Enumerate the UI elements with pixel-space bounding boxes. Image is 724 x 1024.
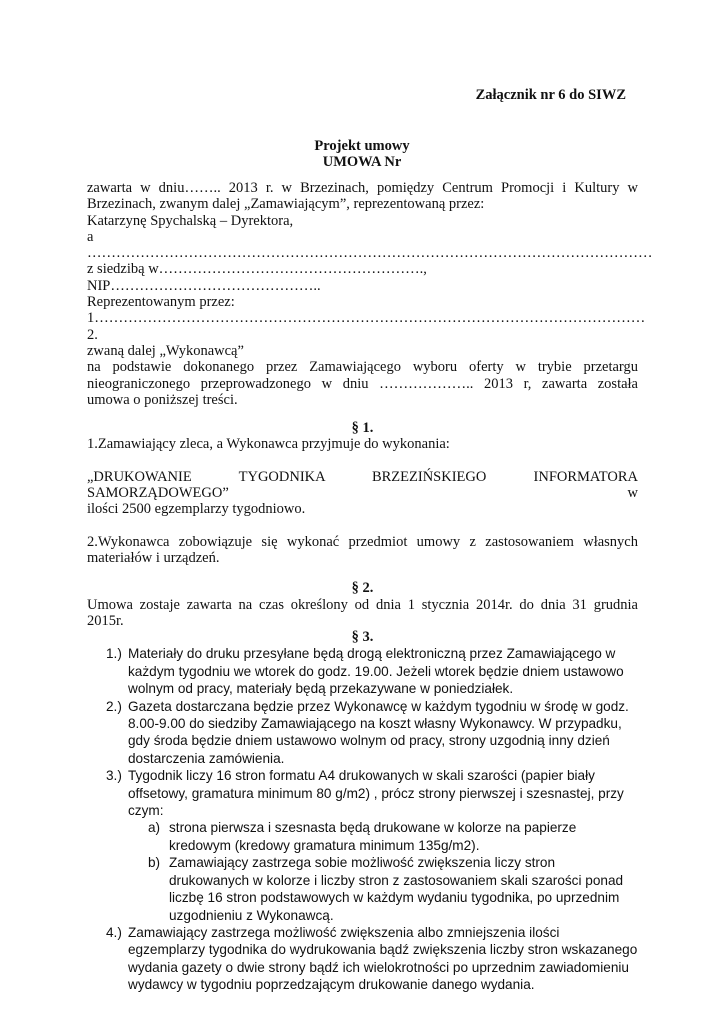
list-item: 2.) Gazeta dostarczana będzie przez Wykonawcę w każdym tygodniu w środę w godz. 8.00-9.00 do siedziby Zamawiającego na koszt własny Wykonawcy. W przypadku, gdy środa będzie dniem ustawowo wolnym od pracy, strony uzgodnią inny dzień dostarczenia zamówienia. <box>106 698 629 766</box>
draft-title: Projekt umowy <box>314 138 410 154</box>
annex-label: Załącznik nr 6 do SIWZ <box>475 87 626 103</box>
section-1-paragraph: 1.Zamawiający zleca, a Wykonawca przyjmuje do wykonania: <box>87 436 450 453</box>
intro-line: umowa o poniższej treści. <box>87 391 238 408</box>
list-item: 4.) Zamawiający zastrzega możliwość zwiększenia albo zmniejszenia ilości egzemplarzy tygodnika do wydrukowania bądź zwiększenia liczby stron wskazanego wydania gazety o dwie strony bądź ich wielokrotności po uprzednim zawiadomieniu wydawcy w tygodniu poprzedzającym drukowanie danego wydania. <box>106 924 638 993</box>
section-3-list <box>87 645 638 993</box>
intro-line: zwaną dalej „Wykonawcą” <box>87 342 244 359</box>
section-2-paragraph: Umowa zostaje zawarta na czas określony od dnia 1 stycznia 2014r. do dnia 31 grudnia <box>87 596 638 613</box>
intro-line: zawarta w dniu…….. 2013 r. w Brzezinach, pomiędzy Centrum Promocji i Kultury w <box>87 180 638 196</box>
list-item: 3.) Tygodnik liczy 16 stron formatu A4 drukowanych w skali szarości (papier biały offsetowy, gramatura minimum 80 g/m2) , prócz strony pierwszej i szesnastej, przy czym: a) strona pierwsza i szesnasta będą drukowane w kolorze na papierze kredowym (kredowy gramatura minimum 135g/m2). b) Zamawiający zastrzega sobie możliwość zwiększenia liczy stron drukowanych w kolorze i liczby stron z zastosowaniem skali szarości ponad liczbę 16 stron podstawowych w każdym wydaniu tygodnika, po uprzednim uzgodnieniu z Wykonawcą. <box>87 767 638 924</box>
section-2-heading: § 2. <box>351 580 374 597</box>
section-1-paragraph: 2.Wykonawca zobowiązuje się wykonać przedmiot umowy z zastosowaniem własnych <box>87 533 638 550</box>
intro-line: Katarzynę Spychalską – Dyrektora, <box>87 212 294 229</box>
intro-line: ……………………………………………………………………………………………………… <box>87 245 653 262</box>
intro-line: Reprezentowanym przez: <box>87 294 235 311</box>
intro-line: nieograniczonego przeprowadzonego w dniu ……………….. 2013 r, zawarta została <box>87 375 638 392</box>
intro-line: Brzezinach, zwanym dalej „Zamawiającym”, reprezentowaną przez: <box>87 196 485 213</box>
section-1-paragraph: materiałów i urządzeń. <box>87 549 220 566</box>
section-1-paragraph: „DRUKOWANIE TYGODNIKA BRZEZIŃSKIEGO INFORMATORA SAMORZĄDOWEGO” w <box>87 468 638 502</box>
intro-line: z siedzibą w………………………………………………., NIP…………………………………….. <box>87 261 427 294</box>
contract-title: UMOWA Nr <box>322 154 402 170</box>
section-3-heading: § 3. <box>351 629 374 646</box>
document-titles <box>0 138 724 170</box>
document-body <box>87 180 653 994</box>
section-1-paragraph: ilości 2500 egzemplarzy tygodniowo. <box>87 501 306 518</box>
intro-line: 1……………………………………………………………………………………………………2. <box>87 310 646 343</box>
intro-line: na podstawie dokonanego przez Zamawiającego wyboru oferty w trybie przetargu <box>87 359 638 376</box>
section-2-paragraph: 2015r. <box>87 612 124 629</box>
section-1-heading: § 1. <box>351 420 374 437</box>
sub-list-item: a) strona pierwsza i szesnasta będą drukowane w kolorze na papierze kredowym (kredowy gramatura minimum 135g/m2). <box>148 820 577 853</box>
intro-line: a <box>87 228 94 245</box>
list-item: 1.) Materiały do druku przesyłane będą drogą elektroniczną przez Zamawiającego w każdym tygodniu we wtorek do godz. 19.00. Jeżeli wtorek będzie dniem ustawowo wolnym od pracy, materiały będą przekazywane w poniedziałek. <box>106 646 624 697</box>
sub-list-item: b) Zamawiający zastrzega sobie możliwość zwiększenia liczy stron drukowanych w kolorze i liczby stron z zastosowaniem skali szarości ponad liczbę 16 stron podstawowych w każdym wydaniu tygodnika, po uprzednim uzgodnieniu z Wykonawcą. <box>148 855 624 923</box>
